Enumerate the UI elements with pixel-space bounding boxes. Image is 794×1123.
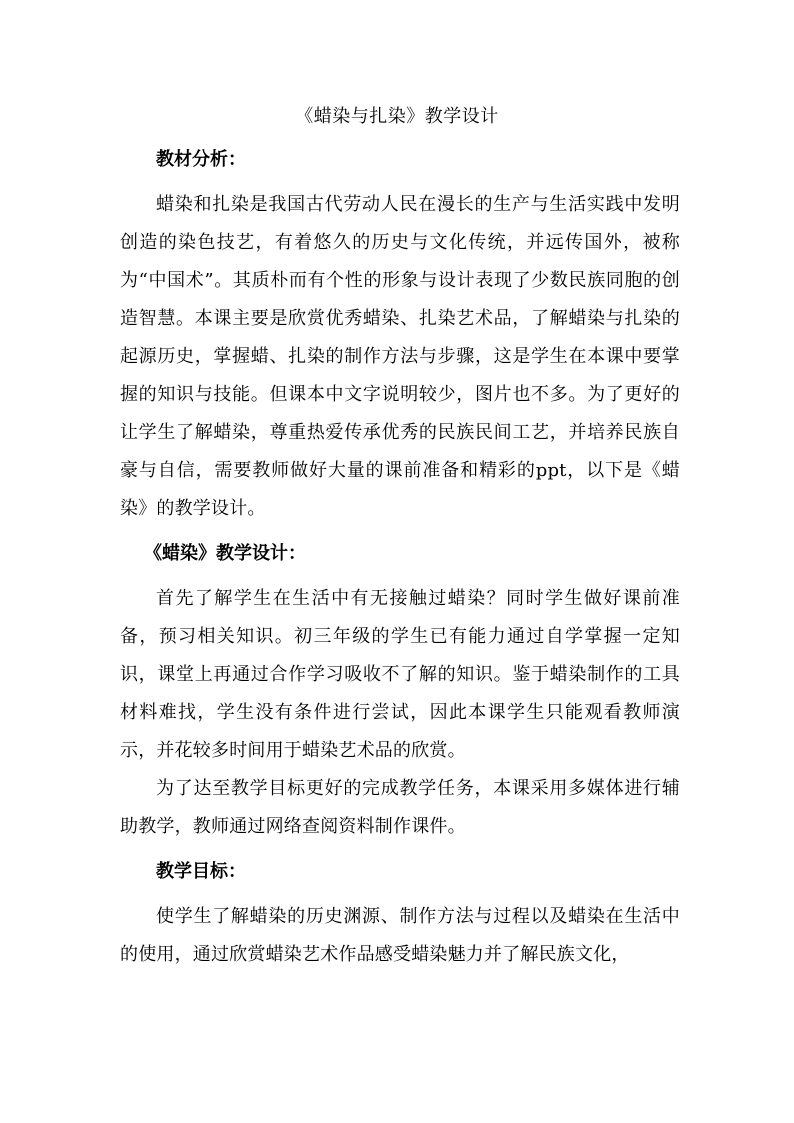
section-heading-teaching-goals: 教学目标： bbox=[156, 861, 246, 882]
section-heading-material-analysis: 教材分析： bbox=[156, 149, 246, 170]
paragraph-batik-design-2: 为了达至教学目标更好的完成教学任务，本课采用多媒体进行辅助教学，教师通过网络查阅资料制作课件。 bbox=[120, 778, 680, 837]
paragraph-teaching-goals: 使学生了解蜡染的历史渊源、制作方法与过程以及蜡染在生活中的使用，通过欣赏蜡染艺术作品感受蜡染魅力并了解民族文化， bbox=[120, 906, 680, 965]
section-subheading-batik-design: 《蜡染》教学设计： bbox=[144, 543, 306, 564]
document-title: 《蜡染与扎染》教学设计 bbox=[295, 106, 499, 127]
document-body bbox=[120, 148, 680, 974]
paragraph-batik-design-1: 首先了解学生在生活中有无接触过蜡染？同时学生做好课前准备，预习相关知识。初三年级的学生已有能力通过自学掌握一定知识，课堂上再通过合作学习吸收不了解的知识。鉴于蜡染制作的工具材料难找，学生没有条件进行尝试，因此本课学生只能观看教师演示，并花较多时间用于蜡染艺术品的欣赏。 bbox=[120, 588, 680, 761]
paragraph-material-analysis: 蜡染和扎染是我国古代劳动人民在漫长的生产与生活实践中发明创造的染色技艺，有着悠久的历史与文化传统，并远传国外，被称为“中国术”。其质朴而有个性的形象与设计表现了少数民族同胞的创造智慧。本课主要是欣赏优秀蜡染、扎染艺术品，了解蜡染与扎染的起源历史，掌握蜡、扎染的制作方法与步骤，这是学生在本课中要掌握的知识与技能。但课本中文字说明较少，图片也不多。为了更好的让学生了解蜡染，尊重热爱传承优秀的民族民间工艺，并培养民族自豪与自信，需要教师做好大量的课前准备和精彩的ppt，以下是《蜡染》的教学设计。 bbox=[120, 194, 680, 519]
